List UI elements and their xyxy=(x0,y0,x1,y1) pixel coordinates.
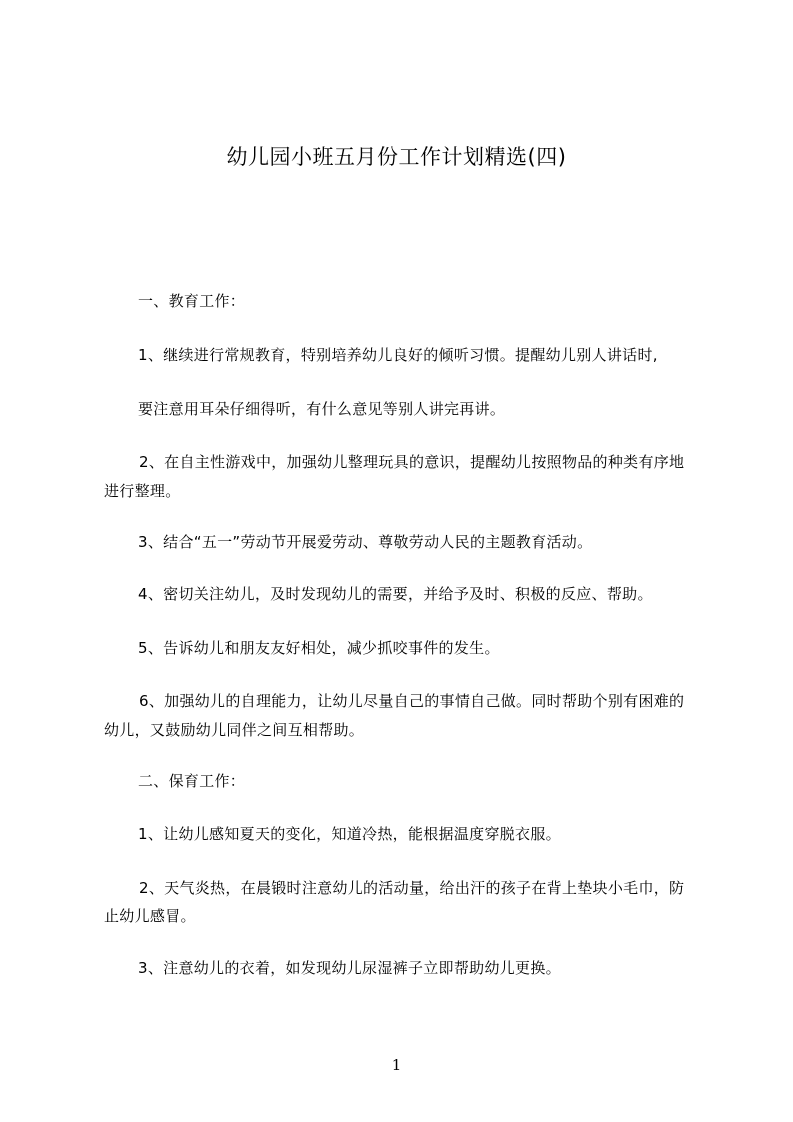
care-item-3: 3、注意幼儿的衣着，如发现幼儿尿湿裤子立即帮助幼儿更换。 xyxy=(138,959,561,977)
education-item-6-line-1: 6、加强幼儿的自理能力，让幼儿尽量自己的事情自己做。同时帮助个别有困难的 xyxy=(139,692,685,710)
page-number: 1 xyxy=(391,1056,402,1074)
education-item-6-line-2: 幼儿，又鼓励幼儿同伴之间互相帮助。 xyxy=(104,721,365,739)
education-item-4: 4、密切关注幼儿，及时发现幼儿的需要，并给予及时、积极的反应、帮助。 xyxy=(138,585,653,603)
education-item-3: 3、结合“五一”劳动节开展爱劳动、尊敬劳动人民的主题教育活动。 xyxy=(138,533,593,551)
document-title: 幼儿园小班五月份工作计划精选(四) xyxy=(226,145,567,169)
care-item-2-line-1: 2、天气炎热，在晨锻时注意幼儿的活动量，给出汗的孩子在背上垫块小毛巾，防 xyxy=(139,879,685,897)
section-heading-education: 一、教育工作： xyxy=(138,292,246,310)
section-heading-care: 二、保育工作： xyxy=(138,772,246,790)
education-item-1-line-1: 1、继续进行常规教育，特别培养幼儿良好的倾听习惯。提醒幼儿别人讲话时, xyxy=(138,346,658,364)
education-item-5: 5、告诉幼儿和朋友友好相处，减少抓咬事件的发生。 xyxy=(138,639,500,657)
education-item-2-line-2: 进行整理。 xyxy=(104,482,181,500)
care-item-1: 1、让幼儿感知夏天的变化，知道冷热，能根据温度穿脱衣服。 xyxy=(138,825,561,843)
education-item-2-line-1: 2、在自主性游戏中，加强幼儿整理玩具的意识，提醒幼儿按照物品的种类有序地 xyxy=(139,453,685,471)
education-item-1-line-2: 要注意用耳朵仔细得听，有什么意见等别人讲完再讲。 xyxy=(138,400,506,418)
care-item-2-line-2: 止幼儿感冒。 xyxy=(104,907,196,925)
